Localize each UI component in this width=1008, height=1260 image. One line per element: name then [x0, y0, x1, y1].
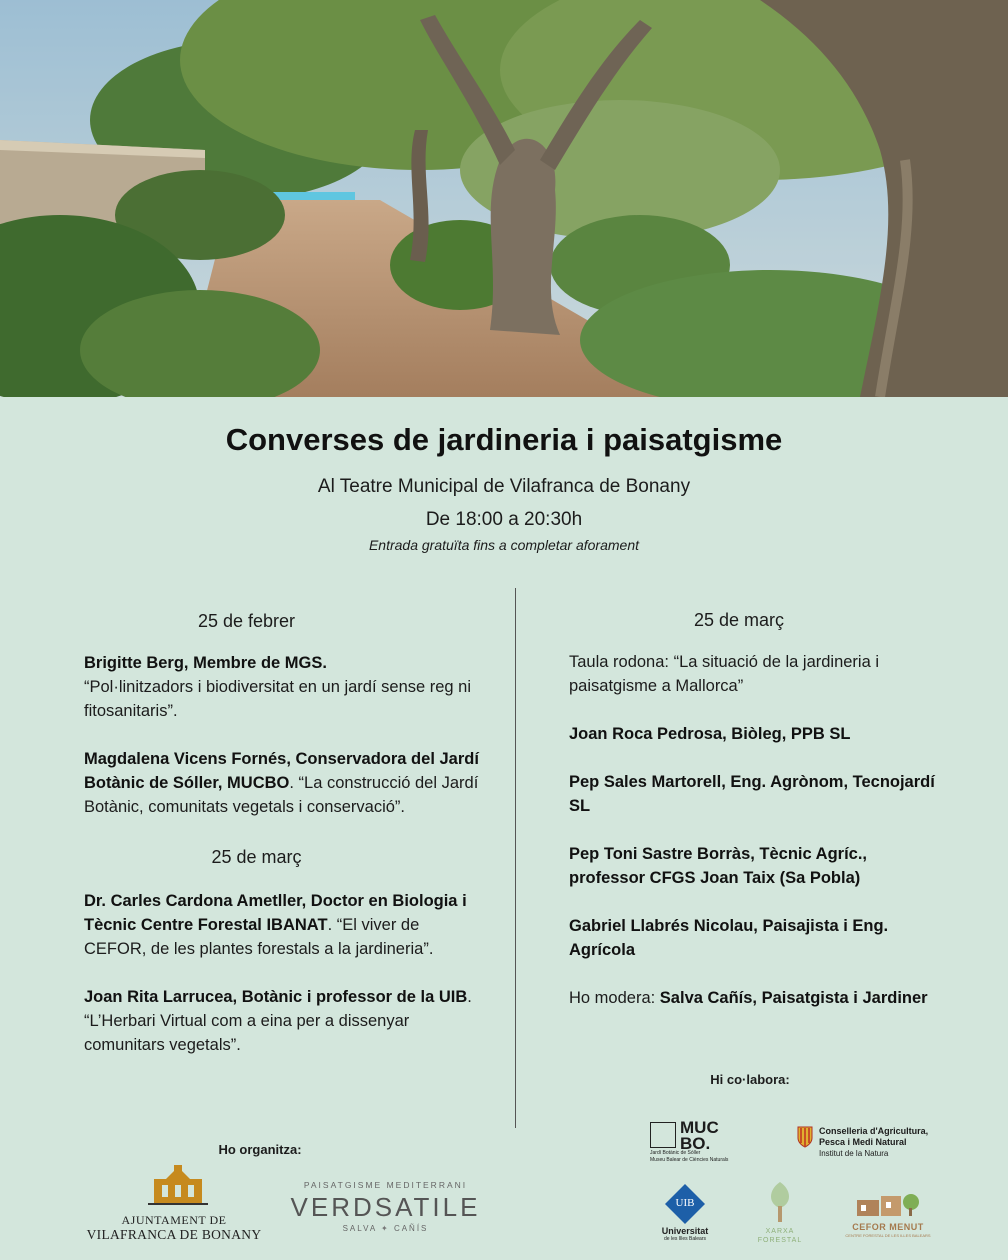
garden-photo [0, 0, 1008, 397]
right-column [569, 608, 939, 1010]
uib-badge-text: UIB [675, 1197, 695, 1209]
collaborators-label: Hi co·labora: [710, 1072, 790, 1087]
town-hall-icon [148, 1165, 208, 1205]
venue: Al Teatre Municipal de Vilafranca de Bonany [317, 476, 691, 497]
conselleria-line3: Institut de la Natura [819, 1149, 889, 1158]
tree-icon [760, 1178, 800, 1226]
speaker-1-name: Brigitte Berg, Membre de MGS. [84, 654, 327, 672]
date-february: 25 de febrer [197, 611, 296, 631]
verdsatile-last-name: CAÑÍS [393, 1224, 429, 1233]
speaker-3-talk: . “El viver de CEFOR, de les plantes forestals a la jardineria”. [84, 916, 434, 958]
moderator-label: Ho modera: [569, 989, 660, 1007]
verdsatile-signature [288, 1224, 483, 1233]
date-march-left: 25 de març [211, 847, 302, 867]
speaker-1-talk: “Pol·linitzadors i biodiversitat en un jardí sense reg ni fitosanitaris”. [84, 678, 472, 720]
cefor-name: CEFOR MENUT [852, 1222, 924, 1232]
panelist-4-name: Gabriel Llabrés Nicolau, Paisajista i Eng. Agrícola [569, 917, 889, 959]
verdsatile-wordmark: VERDSATILE [290, 1192, 481, 1222]
panelist-1 [569, 722, 939, 746]
speaker-1 [84, 651, 484, 723]
xarxa-line1: XARXA [765, 1228, 795, 1235]
header-photo [0, 0, 1008, 397]
uib-logo [655, 1182, 715, 1242]
date-march-right: 25 de març [693, 610, 785, 630]
panelist-1-name: Joan Roca Pedrosa, Biòleg, PPB SL [569, 725, 851, 743]
conselleria-logo [797, 1124, 947, 1164]
building-icon [853, 1190, 923, 1218]
conselleria-line2: Pesca i Medi Natural [819, 1137, 907, 1147]
panelist-3 [569, 842, 939, 890]
event-time: De 18:00 a 20:30h [425, 509, 583, 530]
panelist-4 [569, 914, 939, 962]
speaker-3 [84, 889, 484, 961]
mucbo-subtitle-1: Jardí Botànic de Sóller [650, 1150, 701, 1156]
speaker-2-talk: . “La construcció del Jardí Botànic, comunitats vegetals i conservació”. [84, 774, 479, 816]
leaf-icon: ✦ [381, 1224, 394, 1233]
uib-subtitle: de les Illes Balears [664, 1236, 706, 1242]
speaker-4 [84, 985, 484, 1057]
speaker-4-name: Joan Rita Larrucea, Botànic i professor de la UIB [84, 988, 468, 1006]
verdsatile-tagline: PAISATGISME MEDITERRANI [303, 1180, 468, 1190]
mucbo-wordmark: MUC BO. [680, 1118, 719, 1153]
shield-icon [797, 1126, 813, 1148]
xarxa-line2: FORESTAL [757, 1237, 803, 1244]
mucbo-emblem-icon [650, 1122, 676, 1148]
xarxa-forestal-logo [750, 1178, 810, 1250]
organizers-label: Ho organitza: [218, 1142, 302, 1157]
round-table: Taula rodona: “La situació de la jardineria i paisatgisme a Mallorca” [569, 653, 880, 695]
speaker-2 [84, 747, 484, 819]
ajuntament-line1: AJUNTAMENT DE [121, 1213, 227, 1227]
page-title: Converses de jardineria i paisatgisme [225, 422, 783, 457]
ajuntament-logo [84, 1165, 264, 1245]
entry-note: Entrada gratuïta fins a completar aforament [368, 537, 640, 553]
verdsatile-logo [288, 1180, 483, 1240]
ajuntament-line2: VILAFRANCA DE BONANY [86, 1227, 262, 1242]
mucbo-subtitle-2: Museu Balear de Ciències Naturals [650, 1157, 729, 1163]
cefor-subtitle: CENTRE FORESTAL DE LES ILLES BALEARS [845, 1233, 931, 1238]
moderator [569, 986, 939, 1010]
moderator-name: Salva Cañís, Paisatgista i Jardiner [659, 989, 928, 1007]
mucbo-logo [650, 1120, 740, 1168]
speaker-2-name: Magdalena Vicens Fornés, Conservadora del Jardí Botànic de Sóller, MUCBO [84, 750, 479, 792]
left-column [84, 609, 484, 1057]
conselleria-line1: Conselleria d'Agricultura, [819, 1126, 929, 1136]
panelist-2 [569, 770, 939, 818]
panelist-2-name: Pep Sales Martorell, Eng. Agrònom, Tecnojardí SL [569, 773, 935, 815]
speaker-3-name: Dr. Carles Cardona Ametller, Doctor en Biologia i Tècnic Centre Forestal IBANAT [84, 892, 467, 934]
uib-name: Universitat [661, 1226, 709, 1236]
speaker-4-talk: . “L’Herbari Virtual com a eina per a dissenyar comunitars vegetals”. [84, 988, 472, 1054]
cefor-menut-logo [846, 1190, 930, 1240]
verdsatile-first-name: SALVA [342, 1224, 377, 1233]
panelist-3-name: Pep Toni Sastre Borràs, Tècnic Agríc., professor CFGS Joan Taix (Sa Pobla) [569, 845, 868, 887]
column-divider [515, 588, 516, 1128]
